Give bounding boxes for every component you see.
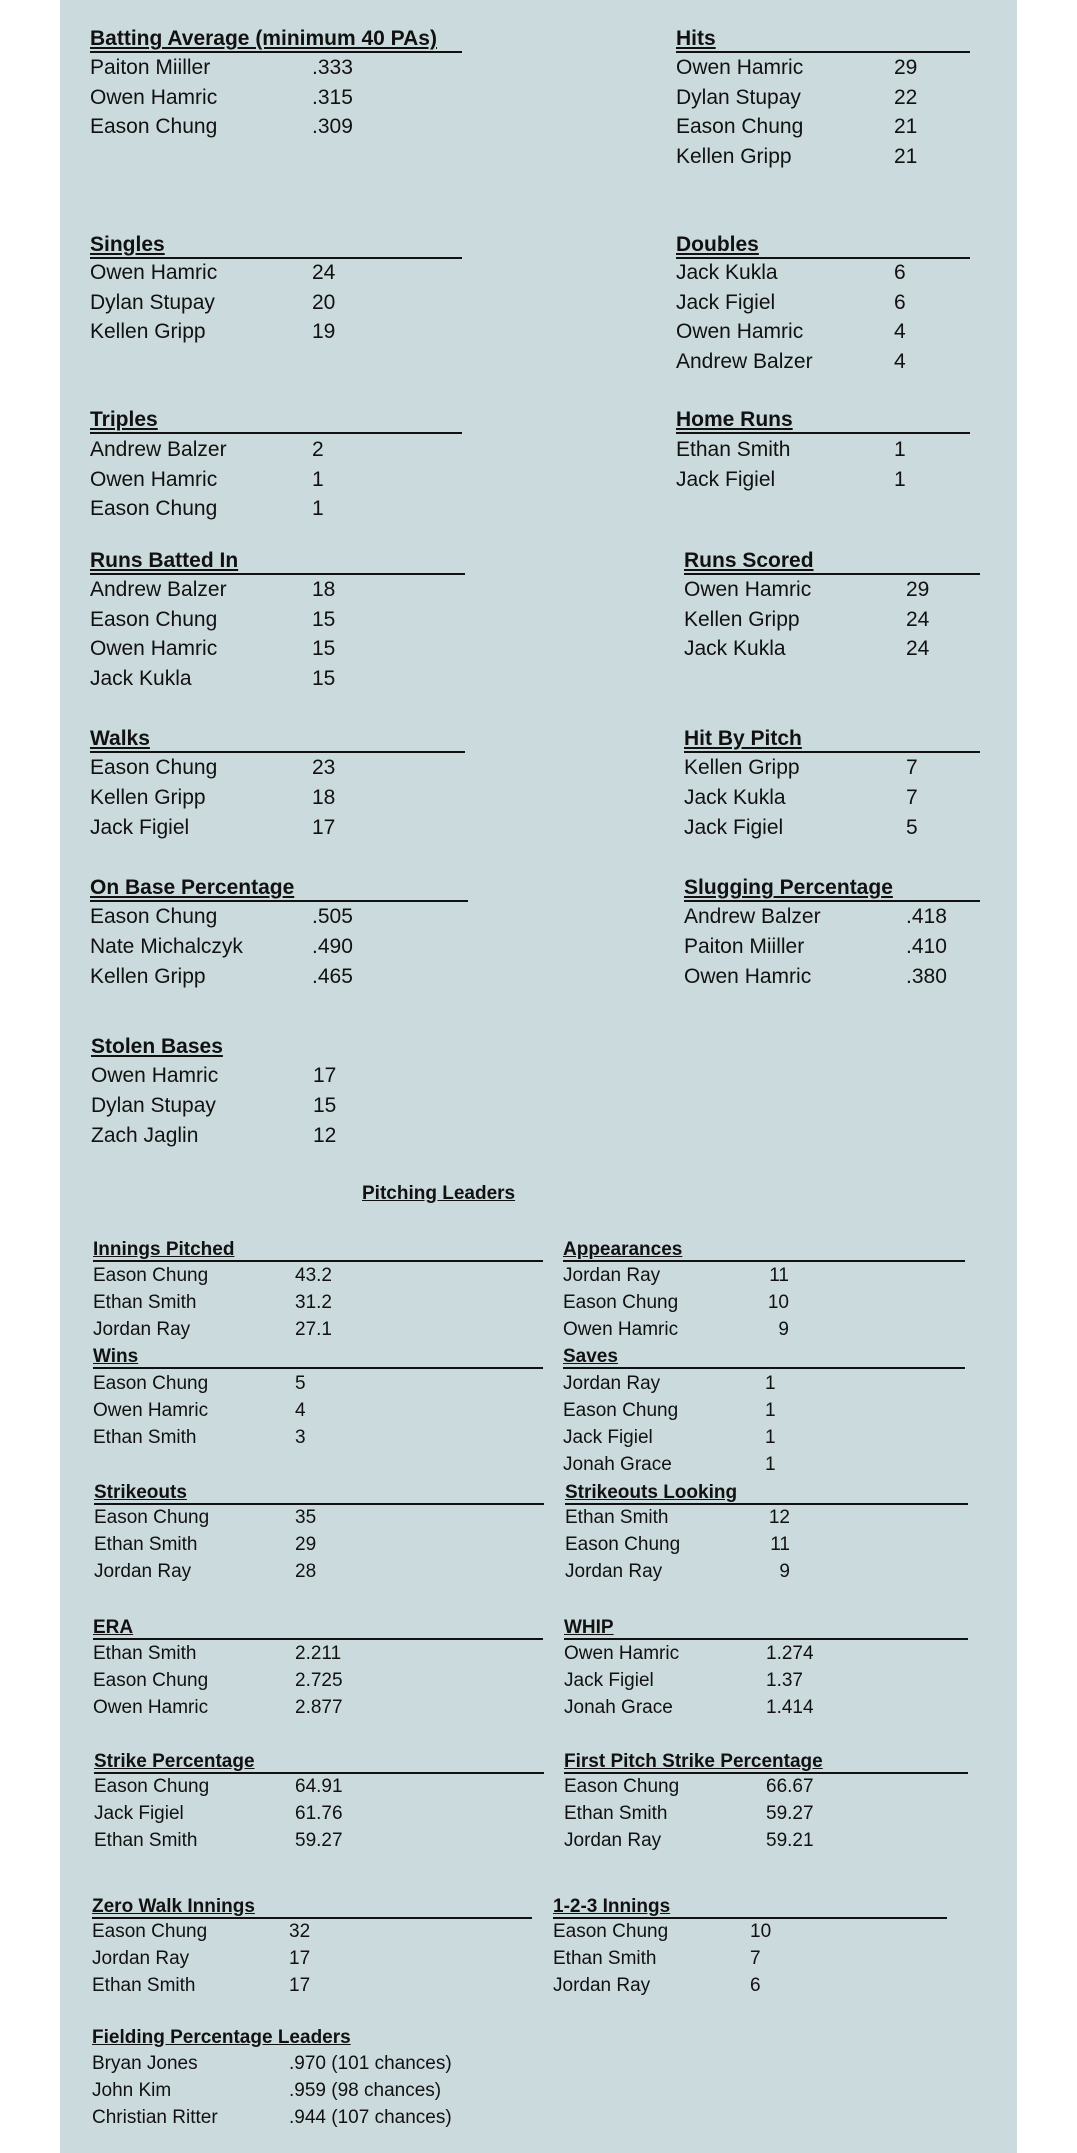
stat-value: 7 xyxy=(906,756,918,779)
player-name: Ethan Smith xyxy=(93,1292,197,1313)
leader-row xyxy=(676,468,1076,492)
stat-value: .970 (101 chances) xyxy=(289,2053,452,2074)
leader-row xyxy=(684,637,1077,661)
player-name: Eason Chung xyxy=(553,1921,669,1942)
leader-row xyxy=(676,86,1076,110)
stat-value: 6 xyxy=(894,290,906,314)
leader-row xyxy=(564,1643,964,1667)
stat-value: 15 xyxy=(312,637,336,660)
stat-value: 2.725 xyxy=(295,1670,343,1691)
player-name: Dylan Stupay xyxy=(90,290,215,314)
stat-value: 17 xyxy=(289,1948,311,1969)
player-name: Ethan Smith xyxy=(565,1507,669,1528)
leader-row xyxy=(90,905,490,929)
stat-value: 59.21 xyxy=(766,1830,814,1851)
player-name: Paiton Miiller xyxy=(684,935,805,958)
leader-row xyxy=(93,1643,493,1667)
leader-row xyxy=(676,115,1076,139)
player-name: Jordan Ray xyxy=(563,1265,661,1286)
player-name: Eason Chung xyxy=(90,497,218,520)
player-name: Dylan Stupay xyxy=(676,85,801,109)
player-name: Dylan Stupay xyxy=(91,1094,216,1117)
stat-value: .959 (98 chances) xyxy=(289,2080,442,2101)
player-name: Eason Chung xyxy=(93,1373,209,1394)
leader-row xyxy=(565,1534,965,1558)
stat-value: 5 xyxy=(906,816,918,839)
stat-value: 2 xyxy=(312,438,324,461)
leader-row xyxy=(91,1064,491,1088)
leader-row xyxy=(94,1776,494,1800)
stat-value: 1 xyxy=(765,1427,776,1448)
leader-row xyxy=(90,786,490,810)
player-name: Owen Hamric xyxy=(90,637,218,660)
leader-row xyxy=(676,145,1076,169)
player-name: Ethan Smith xyxy=(94,1534,198,1555)
stat-value: 17 xyxy=(312,816,336,839)
leader-row xyxy=(553,1975,953,1999)
player-name: Owen Hamric xyxy=(93,1697,209,1718)
singles-title: Singles xyxy=(90,234,462,259)
stat-value: .944 (107 chances) xyxy=(289,2107,452,2128)
leader-row xyxy=(90,56,490,80)
stat-value: 11 xyxy=(770,1534,790,1555)
player-name: Jack Figiel xyxy=(684,816,784,839)
leader-row xyxy=(564,1776,964,1800)
stat-value: 31.2 xyxy=(295,1292,332,1313)
stat-value: .380 xyxy=(906,965,947,988)
player-name: Ethan Smith xyxy=(93,1643,197,1664)
leader-row xyxy=(94,1534,494,1558)
hits-title: Hits xyxy=(676,28,970,53)
stat-value: 9 xyxy=(778,1319,789,1340)
stat-value: 2.877 xyxy=(295,1697,343,1718)
leader-row xyxy=(91,1124,491,1148)
player-name: Zach Jaglin xyxy=(91,1124,199,1147)
player-name: Eason Chung xyxy=(90,115,218,139)
player-name: Jack Figiel xyxy=(94,1803,184,1824)
leader-row xyxy=(684,756,1077,780)
player-name: Eason Chung xyxy=(563,1292,679,1313)
leader-row xyxy=(564,1803,964,1827)
player-name: Paiton Miiller xyxy=(90,56,211,79)
stat-value: 35 xyxy=(295,1507,317,1528)
leader-row xyxy=(684,578,1077,602)
leader-row xyxy=(676,291,1076,315)
player-name: Jack Figiel xyxy=(90,816,190,839)
player-name: Ethan Smith xyxy=(94,1830,198,1851)
strikeouts-title: Strikeouts xyxy=(94,1483,544,1505)
stat-value: 1.37 xyxy=(766,1670,803,1691)
leader-row xyxy=(676,261,1076,285)
player-name: Eason Chung xyxy=(90,756,218,779)
innings-pitched-title: Innings Pitched xyxy=(93,1240,543,1262)
leader-row xyxy=(90,935,490,959)
stat-value: 1 xyxy=(894,438,906,461)
player-name: Jordan Ray xyxy=(93,1319,191,1340)
leader-row xyxy=(91,1094,491,1118)
stat-value: 28 xyxy=(295,1561,317,1582)
stat-value: 24 xyxy=(906,607,930,631)
leader-row xyxy=(564,1670,964,1694)
player-name: Kellen Gripp xyxy=(684,607,800,631)
player-name: Owen Hamric xyxy=(90,261,218,284)
stat-value: 7 xyxy=(906,786,918,809)
leader-row xyxy=(93,1697,493,1721)
player-name: Owen Hamric xyxy=(676,320,804,343)
stat-value: 24 xyxy=(312,261,336,284)
stat-value: .418 xyxy=(906,905,947,928)
player-name: Jack Figiel xyxy=(563,1427,653,1448)
leader-row xyxy=(92,2107,492,2131)
player-name: Jack Kukla xyxy=(684,637,786,660)
stat-value: 11 xyxy=(769,1265,789,1286)
stat-value: 1.274 xyxy=(766,1643,814,1664)
strike-percentage-title: Strike Percentage xyxy=(94,1752,544,1774)
strikeouts-looking-title: Strikeouts Looking xyxy=(565,1483,968,1505)
player-name: Jordan Ray xyxy=(94,1561,192,1582)
stat-value: 5 xyxy=(295,1373,306,1394)
leader-row xyxy=(684,935,1077,959)
stat-value: 17 xyxy=(313,1064,337,1087)
on-base-percentage-title: On Base Percentage xyxy=(90,877,468,902)
stat-value: 29 xyxy=(906,578,930,601)
leader-row xyxy=(90,261,490,285)
player-name: Eason Chung xyxy=(93,1670,209,1691)
stat-value: 1 xyxy=(894,467,906,491)
player-name: Jack Kukla xyxy=(676,261,778,284)
stat-value: 1 xyxy=(765,1454,776,1475)
leader-row xyxy=(676,320,1076,344)
era-title: ERA xyxy=(93,1618,543,1640)
leader-row xyxy=(563,1427,963,1451)
stat-value: 1 xyxy=(312,497,324,520)
stat-value: 61.76 xyxy=(295,1803,343,1824)
player-name: Eason Chung xyxy=(90,607,218,631)
stat-value: 43.2 xyxy=(295,1265,332,1286)
player-name: Jordan Ray xyxy=(92,1948,190,1969)
stat-value: 18 xyxy=(312,786,336,809)
leader-row xyxy=(565,1507,965,1531)
player-name: Jonah Grace xyxy=(564,1697,673,1718)
player-name: Jordan Ray xyxy=(564,1830,662,1851)
stat-value: 29 xyxy=(295,1534,317,1555)
player-name: Eason Chung xyxy=(94,1507,210,1528)
leader-row xyxy=(553,1921,953,1945)
stat-value: 10 xyxy=(750,1921,772,1942)
stat-value: 32 xyxy=(289,1921,311,1942)
runs-batted-in-title: Runs Batted In xyxy=(90,550,465,575)
leader-row xyxy=(92,2080,492,2104)
leader-row xyxy=(92,1948,492,1972)
stat-value: 22 xyxy=(894,85,918,109)
stat-value: 6 xyxy=(894,261,906,284)
stat-value: .315 xyxy=(312,85,353,109)
stat-value: 3 xyxy=(295,1427,306,1448)
fielding-percentage-title: Fielding Percentage Leaders xyxy=(92,2027,351,2048)
player-name: Eason Chung xyxy=(676,115,804,139)
leader-row xyxy=(684,608,1077,632)
stat-value: 2.211 xyxy=(295,1643,342,1664)
player-name: Jack Figiel xyxy=(676,467,776,491)
stat-value: 10 xyxy=(767,1292,789,1313)
player-name: Owen Hamric xyxy=(563,1319,679,1340)
player-name: Jack Figiel xyxy=(676,290,776,314)
pitching-leaders-header: Pitching Leaders xyxy=(362,1183,516,1204)
leader-row xyxy=(563,1292,963,1316)
player-name: Jack Kukla xyxy=(684,786,786,809)
leader-row xyxy=(93,1427,493,1451)
stat-value: 1.414 xyxy=(766,1697,814,1718)
appearances-title: Appearances xyxy=(563,1240,965,1262)
stat-value: 9 xyxy=(779,1561,790,1582)
stat-value: .490 xyxy=(312,935,353,958)
player-name: Andrew Balzer xyxy=(684,905,821,928)
leader-row xyxy=(684,816,1077,840)
player-name: Owen Hamric xyxy=(90,467,218,491)
player-name: Eason Chung xyxy=(563,1400,679,1421)
leader-row xyxy=(93,1319,493,1343)
player-name: Nate Michalczyk xyxy=(90,935,243,958)
stat-value: 1 xyxy=(765,1400,776,1421)
leader-row xyxy=(90,637,490,661)
stolen-bases-title: Stolen Bases xyxy=(91,1035,223,1058)
leader-row xyxy=(90,438,490,462)
leader-row xyxy=(90,320,490,344)
leader-row xyxy=(684,786,1077,810)
stat-value: .309 xyxy=(312,115,353,139)
stat-value: .505 xyxy=(312,905,353,928)
stat-value: 4 xyxy=(894,349,906,373)
leader-row xyxy=(94,1803,494,1827)
stat-value: 15 xyxy=(313,1094,337,1117)
player-name: Eason Chung xyxy=(94,1776,210,1797)
player-name: Andrew Balzer xyxy=(676,349,813,373)
leader-row xyxy=(92,1975,492,1999)
player-name: Jack Figiel xyxy=(564,1670,654,1691)
player-name: Kellen Gripp xyxy=(90,320,206,343)
leader-row xyxy=(94,1507,494,1531)
stat-value: 21 xyxy=(894,145,918,169)
leader-row xyxy=(90,816,490,840)
player-name: Ethan Smith xyxy=(93,1427,197,1448)
leader-row xyxy=(684,965,1077,989)
stat-value: 23 xyxy=(312,756,336,779)
leader-row xyxy=(90,578,490,602)
hit-by-pitch-title: Hit By Pitch xyxy=(684,728,980,753)
stat-value: 59.27 xyxy=(766,1803,814,1824)
player-name: Kellen Gripp xyxy=(90,786,206,809)
player-name: Eason Chung xyxy=(93,1265,209,1286)
saves-title: Saves xyxy=(563,1347,965,1369)
player-name: Eason Chung xyxy=(565,1534,681,1555)
leader-row xyxy=(93,1670,493,1694)
player-name: Owen Hamric xyxy=(684,965,812,988)
stat-value: 24 xyxy=(906,637,930,660)
stat-value: 27.1 xyxy=(295,1319,332,1340)
stat-value: 20 xyxy=(312,290,336,314)
player-name: Jordan Ray xyxy=(565,1561,663,1582)
home-runs-title: Home Runs xyxy=(676,409,970,434)
player-name: Christian Ritter xyxy=(92,2107,218,2128)
leader-row xyxy=(94,1830,494,1854)
leader-row xyxy=(94,1561,494,1585)
player-name: Jack Kukla xyxy=(90,666,192,690)
leader-row xyxy=(676,438,1076,462)
stat-value: .465 xyxy=(312,965,353,988)
leader-row xyxy=(90,468,490,492)
stat-value: 21 xyxy=(894,115,918,139)
stat-value: 4 xyxy=(295,1400,306,1421)
leader-row xyxy=(93,1292,493,1316)
stat-value: 7 xyxy=(750,1948,761,1969)
player-name: Kellen Gripp xyxy=(90,965,206,988)
leader-row xyxy=(90,86,490,110)
player-name: Eason Chung xyxy=(90,905,218,928)
slugging-percentage-title: Slugging Percentage xyxy=(684,877,980,902)
player-name: Andrew Balzer xyxy=(90,438,227,461)
player-name: Ethan Smith xyxy=(553,1948,657,1969)
stat-value: .410 xyxy=(906,935,947,958)
player-name: Owen Hamric xyxy=(676,56,804,79)
leader-row xyxy=(90,291,490,315)
stat-value: 15 xyxy=(312,607,336,631)
runs-scored-title: Runs Scored xyxy=(684,550,980,575)
wins-title: Wins xyxy=(93,1347,543,1369)
player-name: Owen Hamric xyxy=(564,1643,680,1664)
player-name: Owen Hamric xyxy=(684,578,812,601)
player-name: Kellen Gripp xyxy=(676,145,792,169)
stat-value: .333 xyxy=(312,56,353,79)
stat-value: 19 xyxy=(312,320,336,343)
leader-row xyxy=(563,1400,963,1424)
player-name: John Kim xyxy=(92,2080,172,2101)
player-name: Eason Chung xyxy=(564,1776,680,1797)
leader-row xyxy=(90,497,490,521)
stat-value: 12 xyxy=(768,1507,790,1528)
stat-value: 29 xyxy=(894,56,918,79)
leader-row xyxy=(90,667,490,691)
leader-row xyxy=(92,2053,492,2077)
leader-row xyxy=(564,1830,964,1854)
stat-value: 6 xyxy=(750,1975,761,1996)
stat-value: 12 xyxy=(313,1124,337,1147)
leader-row xyxy=(93,1373,493,1397)
player-name: Owen Hamric xyxy=(91,1064,219,1087)
leader-row xyxy=(92,1921,492,1945)
leader-row xyxy=(90,608,490,632)
player-name: Owen Hamric xyxy=(93,1400,209,1421)
leader-row xyxy=(90,965,490,989)
player-name: Jordan Ray xyxy=(563,1373,661,1394)
whip-title: WHIP xyxy=(564,1618,968,1640)
stat-value: 1 xyxy=(312,467,324,491)
leader-row xyxy=(563,1373,963,1397)
first-pitch-strike-percentage-title: First Pitch Strike Percentage xyxy=(564,1752,968,1774)
leader-row xyxy=(90,756,490,780)
leader-row xyxy=(684,905,1077,929)
player-name: Ethan Smith xyxy=(564,1803,668,1824)
stat-value: 17 xyxy=(289,1975,311,1996)
walks-title: Walks xyxy=(90,728,465,753)
stat-value: 4 xyxy=(894,320,906,343)
player-name: Ethan Smith xyxy=(92,1975,196,1996)
player-name: Kellen Gripp xyxy=(684,756,800,779)
stat-value: 1 xyxy=(765,1373,776,1394)
batting-average-title: Batting Average (minimum 40 PAs) xyxy=(90,28,462,53)
leader-row xyxy=(93,1400,493,1424)
leader-row xyxy=(563,1265,963,1289)
doubles-title: Doubles xyxy=(676,234,970,259)
leader-row xyxy=(563,1319,963,1343)
player-name: Jonah Grace xyxy=(563,1454,672,1475)
player-name: Andrew Balzer xyxy=(90,578,227,601)
player-name: Ethan Smith xyxy=(676,438,791,461)
player-name: Jordan Ray xyxy=(553,1975,651,1996)
stat-value: 18 xyxy=(312,578,336,601)
stat-value: 66.67 xyxy=(766,1776,814,1797)
leader-row xyxy=(90,115,490,139)
one-two-three-innings-title: 1-2-3 Innings xyxy=(553,1897,947,1919)
player-name: Eason Chung xyxy=(92,1921,208,1942)
leader-row xyxy=(676,350,1076,374)
player-name: Owen Hamric xyxy=(90,85,218,109)
leader-row xyxy=(93,1265,493,1289)
stat-value: 59.27 xyxy=(295,1830,343,1851)
leader-row xyxy=(676,56,1076,80)
leader-row xyxy=(565,1561,965,1585)
stat-value: 15 xyxy=(312,666,336,690)
leader-row xyxy=(564,1697,964,1721)
leader-row xyxy=(563,1454,963,1478)
stat-value: 64.91 xyxy=(295,1776,343,1797)
player-name: Bryan Jones xyxy=(92,2053,198,2074)
zero-walk-innings-title: Zero Walk Innings xyxy=(92,1897,532,1919)
triples-title: Triples xyxy=(90,409,462,434)
leader-row xyxy=(553,1948,953,1972)
